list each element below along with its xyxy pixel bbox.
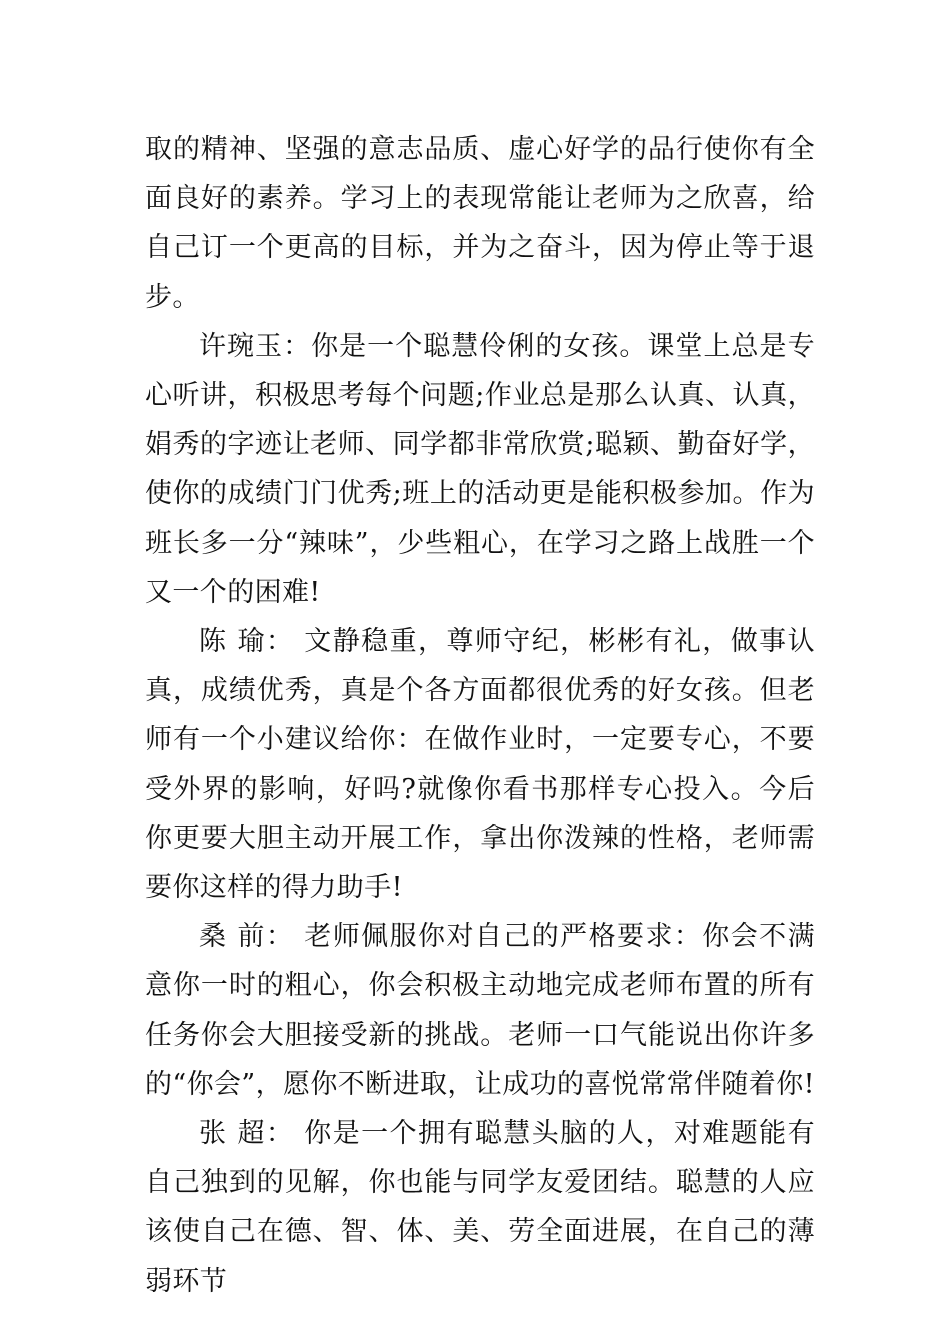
paragraph-sang-qian: 桑 前： 老师佩服你对自己的严格要求：你会不满意你一时的粗心，你会积极主动地完成老师布置的所有任务你会大胆接受新的挑战。老师一口气能说出你许多的“你会”，愿你不断进取，让成功的喜悦常常伴随着你! xyxy=(145,921,815,1100)
paragraph-continuation: 取的精神、坚强的意志品质、虚心好学的品行使你有全面良好的素养。学习上的表现常能让老师为之欣喜，给自己订一个更高的目标，并为之奋斗，因为停止等于退步。 xyxy=(145,134,815,313)
paragraph-chen-yu: 陈 瑜： 文静稳重，尊师守纪，彬彬有礼，做事认真，成绩优秀，真是个各方面都很优秀的好女孩。但老师有一个小建议给你：在做作业时，一定要专心，不要受外界的影响，好吗?就像你看书那样专心投入。今后你更要大胆主动开展工作，拿出你泼辣的性格，老师需要你这样的得力助手! xyxy=(145,626,815,904)
document-body xyxy=(145,125,815,1306)
paragraph-zhang-chao: 张 超： 你是一个拥有聪慧头脑的人，对难题能有自己独到的见解，你也能与同学友爱团结。聪慧的人应该使自己在德、智、体、美、劳全面进展，在自己的薄弱环节 xyxy=(145,1118,815,1297)
paragraph-xu-wanyu: 许琬玉：你是一个聪慧伶俐的女孩。课堂上总是专心听讲，积极思考每个问题;作业总是那么认真、认真，娟秀的字迹让老师、同学都非常欣赏;聪颖、勤奋好学，使你的成绩门门优秀;班上的活动更是能积极参加。作为班长多一分“辣味”，少些粗心，在学习之路上战胜一个又一个的困难! xyxy=(145,330,815,608)
